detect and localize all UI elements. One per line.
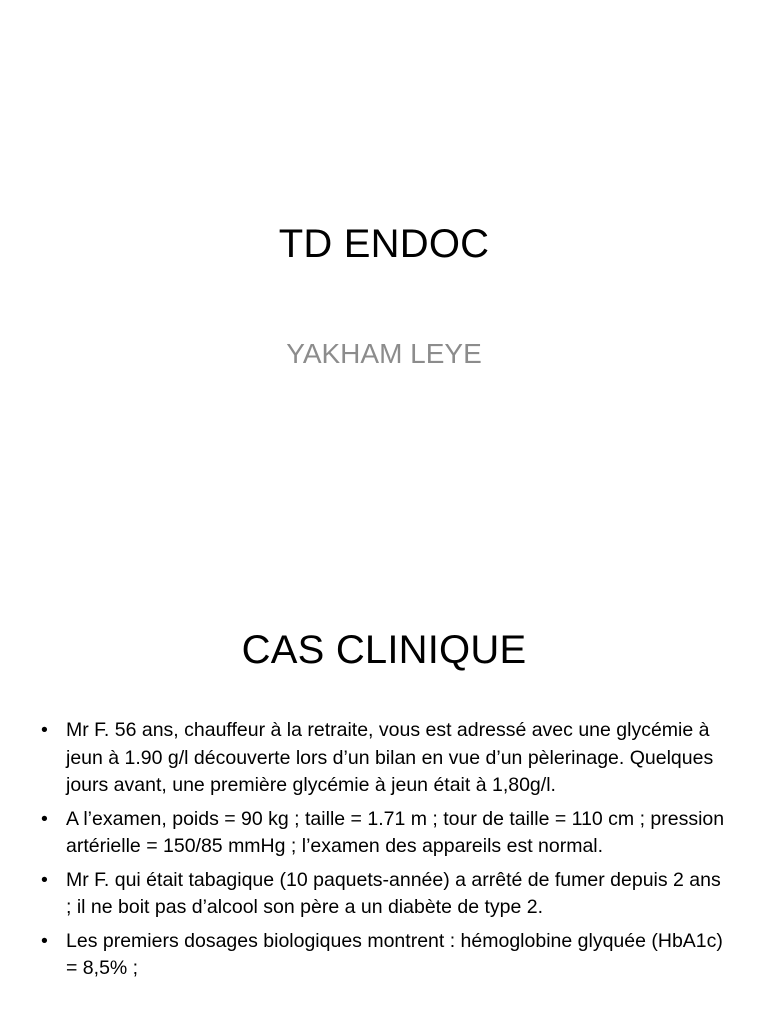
bullet-item — [40, 928, 730, 983]
bullet-icon: • — [41, 929, 48, 952]
bullet-item — [40, 717, 730, 800]
bullet-item — [40, 806, 730, 861]
bullet-icon: • — [41, 807, 48, 830]
presentation-title: TD ENDOC — [278, 222, 490, 266]
bullet-list — [40, 717, 730, 989]
bullet-icon: • — [41, 868, 48, 891]
bullet-item — [40, 867, 730, 922]
bullet-text: A l’examen, poids = 90 kg ; taille = 1.71 m ; tour de taille = 110 cm ; pression artérielle = 150/85 mmHg ; l’examen des appareils est normal. — [66, 807, 725, 857]
bullet-text: Mr F. 56 ans, chauffeur à la retraite, vous est adressé avec une glycémie à jeun à 1.90 g/l découverte lors d’un bilan en vue d’un pèlerinage. Quelques jours avant, une première glycémie à jeun était à 1,80g/l. — [66, 719, 714, 796]
bullet-text: Les premiers dosages biologiques montrent : hémoglobine glyquée (HbA1c) = 8,5% ; — [66, 929, 723, 979]
slide-clinical-case — [0, 576, 768, 1024]
slide-heading: CAS CLINIQUE — [241, 628, 527, 672]
bullet-text: Mr F. qui était tabagique (10 paquets-année) a arrêté de fumer depuis 2 ans ; il ne boit pas d’alcool son père a un diabète de type 2. — [66, 868, 721, 918]
bullet-icon: • — [41, 719, 48, 741]
presentation-subtitle: YAKHAM LEYE — [286, 338, 482, 369]
